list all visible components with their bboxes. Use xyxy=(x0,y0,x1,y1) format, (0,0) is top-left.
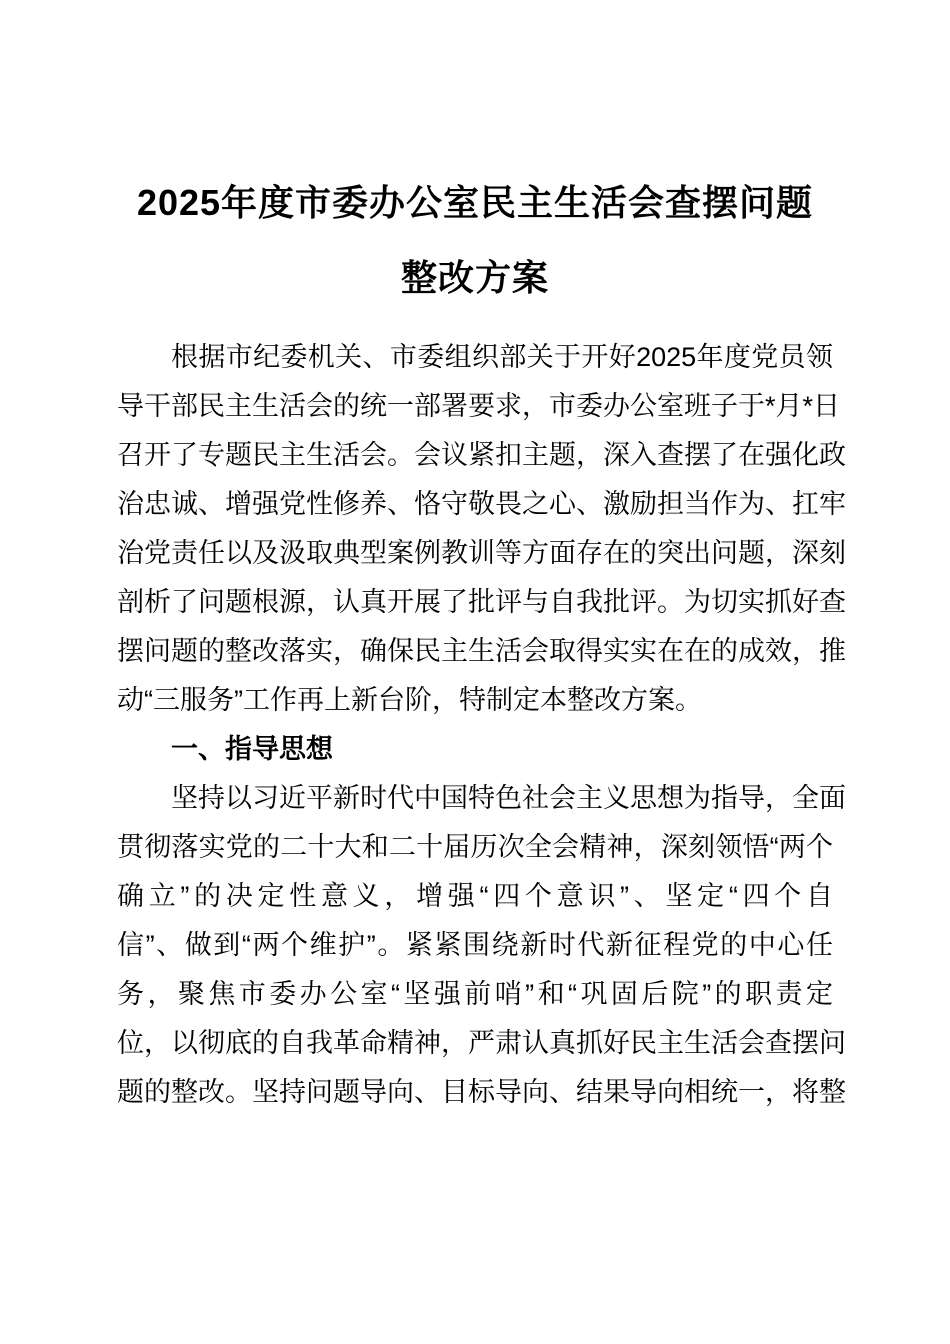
text-line: 位，以彻底的自我革命精神，严肃认真抓好民主生活会查摆问 xyxy=(117,1028,846,1058)
text-line: 题的整改。坚持问题导向、目标导向、结果导向相统一，将整 xyxy=(117,1077,846,1107)
document-body xyxy=(117,333,846,1117)
text-line: 摆问题的整改落实，确保民主生活会取得实实在在的成效，推 xyxy=(117,636,846,666)
title-line-2: 整改方案 xyxy=(400,257,549,298)
document-content xyxy=(0,165,950,1117)
paragraph-intro xyxy=(117,333,846,725)
section-heading xyxy=(117,725,833,774)
text-line: 剖析了问题根源，认真开展了批评与自我批评。为切实抓好查 xyxy=(117,587,846,617)
text-line: 导干部民主生活会的统一部署要求，市委办公室班子于*月*日 xyxy=(117,391,841,421)
text-line: 动“三服务”工作再上新台阶，特制定本整改方案。 xyxy=(117,685,702,715)
text-line: 务，聚焦市委办公室“坚强前哨”和“巩固后院”的职责定 xyxy=(117,979,833,1009)
text-line: 召开了专题民主生活会。会议紧扣主题，深入查摆了在强化政 xyxy=(117,440,846,470)
text-line: 坚持以习近平新时代中国特色社会主义思想为指导，全面 xyxy=(171,783,846,813)
text-line: 信”、做到“两个维护”。紧紧围绕新时代新征程党的中心任 xyxy=(117,930,833,960)
text-line: 根据市纪委机关、市委组织部关于开好2025年度党员领 xyxy=(171,342,833,372)
text-line: 治忠诚、增强党性修养、恪守敬畏之心、激励担当作为、扛牢 xyxy=(117,489,846,519)
text-line: 确立”的决定性意义，增强“四个意识”、坚定“四个自 xyxy=(117,881,833,911)
text-line: 治党责任以及汲取典型案例教训等方面存在的突出问题，深刻 xyxy=(117,538,846,568)
text-line: 贯彻落实党的二十大和二十届历次全会精神，深刻领悟“两个 xyxy=(117,832,833,862)
paragraph-guiding-ideology xyxy=(117,774,846,1117)
document-title xyxy=(117,165,833,315)
heading-line: 一、指导思想 xyxy=(171,734,333,764)
title-line-1: 2025年度市委办公室民主生活会查摆问题 xyxy=(136,182,814,223)
